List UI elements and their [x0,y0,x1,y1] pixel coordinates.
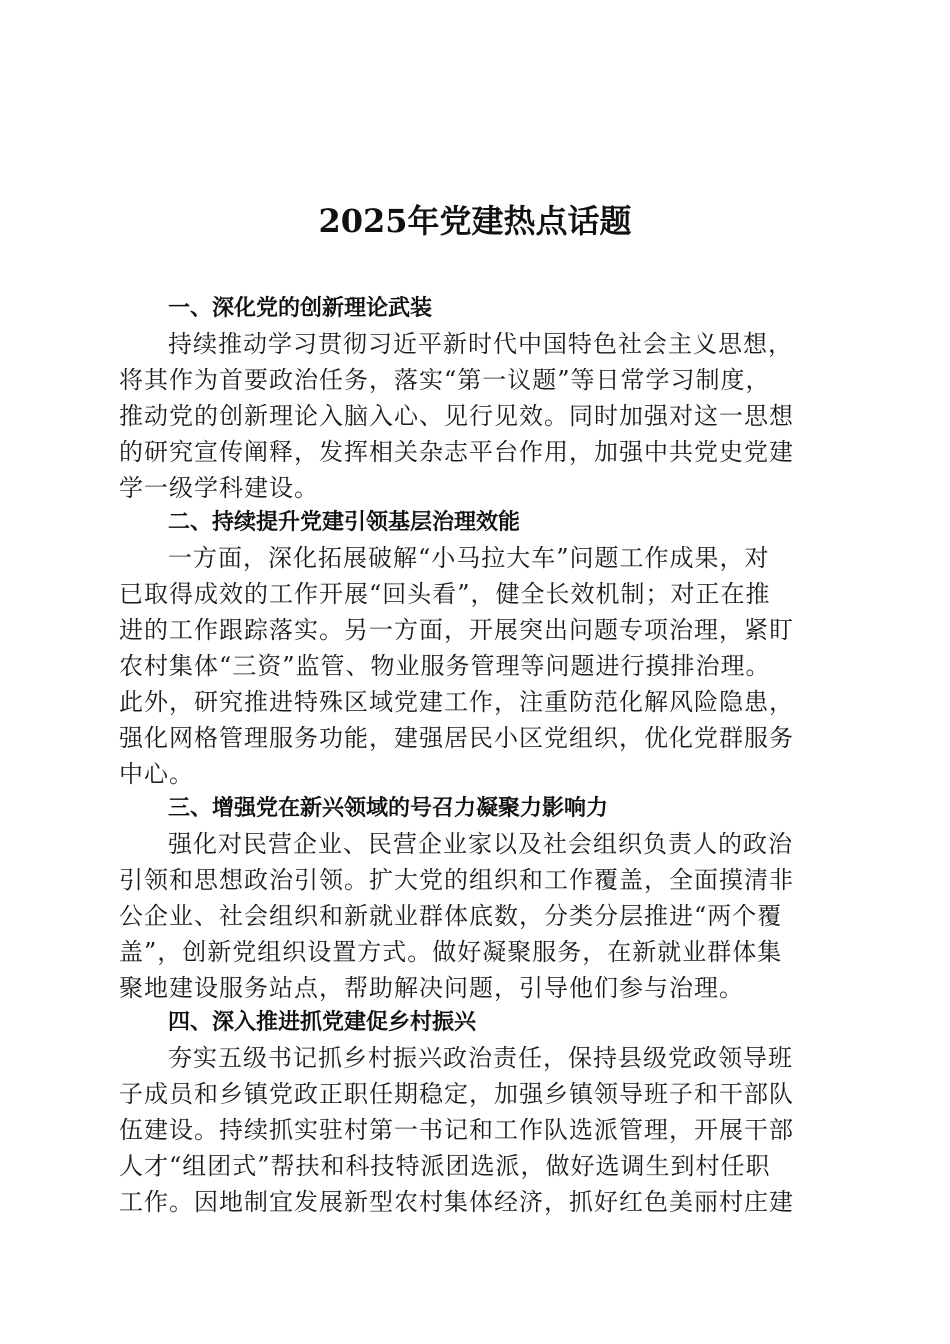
paragraph-line: 一方面，深化拓展破解“小马拉大车”问题工作成果，对 [168,544,770,572]
paragraph-line: 进的工作跟踪落实。另一方面，开展突出问题专项治理，紧盯 [119,616,794,644]
paragraph-line: 的研究宣传阐释，发挥相关杂志平台作用，加强中共党史党建 [119,438,794,466]
paragraph-line: 中心。 [119,760,194,788]
section-heading: 一、深化党的创新理论武装 [168,296,433,321]
document-body [119,292,829,1220]
paragraph-line: 工作。因地制宜发展新型农村集体经济，抓好红色美丽村庄建 [119,1188,794,1216]
section [119,292,829,506]
paragraph-line: 农村集体“三资”监管、物业服务管理等问题进行摸排治理。 [119,652,771,680]
paragraph-line: 强化网格管理服务功能，建强居民小区党组织，优化党群服务 [119,724,794,752]
paragraph-line: 伍建设。持续抓实驻村第一书记和工作队选派管理，开展干部 [119,1116,794,1144]
section-paragraph [119,326,829,506]
section-heading: 四、深入推进抓党建促乡村振兴 [168,1010,477,1035]
paragraph-line: 盖”，创新党组织设置方式。做好凝聚服务，在新就业群体集 [119,938,783,966]
section [119,792,829,1006]
paragraph-line: 推动党的创新理论入脑入心、见行见效。同时加强对这一思想 [119,402,794,430]
paragraph-line: 将其作为首要政治任务，落实“第一议题”等日常学习制度， [119,366,771,394]
paragraph-line: 学一级学科建设。 [119,474,319,502]
section [119,1006,829,1220]
section-paragraph [119,1040,829,1220]
paragraph-line: 持续推动学习贯彻习近平新时代中国特色社会主义思想， [168,330,793,358]
document-title: 2025年党建热点话题 [318,202,632,240]
section-paragraph [119,540,829,792]
section-paragraph [119,826,829,1006]
paragraph-line: 公企业、社会组织和新就业群体底数，分类分层推进“两个覆 [119,902,783,930]
paragraph-line: 子成员和乡镇党政正职任期稳定，加强乡镇领导班子和干部队 [119,1080,794,1108]
paragraph-line: 人才“组团式”帮扶和科技特派团选派，做好选调生到村任职 [119,1152,771,1180]
section [119,506,829,792]
section-heading: 三、增强党在新兴领域的号召力凝聚力影响力 [168,796,609,821]
section-heading: 二、持续提升党建引领基层治理效能 [168,510,521,535]
paragraph-line: 聚地建设服务站点，帮助解决问题，引导他们参与治理。 [119,974,744,1002]
paragraph-line: 已取得成效的工作开展“回头看”，健全长效机制；对正在推 [119,580,771,608]
paragraph-line: 夯实五级书记抓乡村振兴政治责任，保持县级党政领导班 [168,1044,793,1072]
paragraph-line: 强化对民营企业、民营企业家以及社会组织负责人的政治 [168,830,793,858]
paragraph-line: 此外，研究推进特殊区域党建工作，注重防范化解风险隐患， [119,688,794,716]
paragraph-line: 引领和思想政治引领。扩大党的组织和工作覆盖，全面摸清非 [119,866,794,894]
